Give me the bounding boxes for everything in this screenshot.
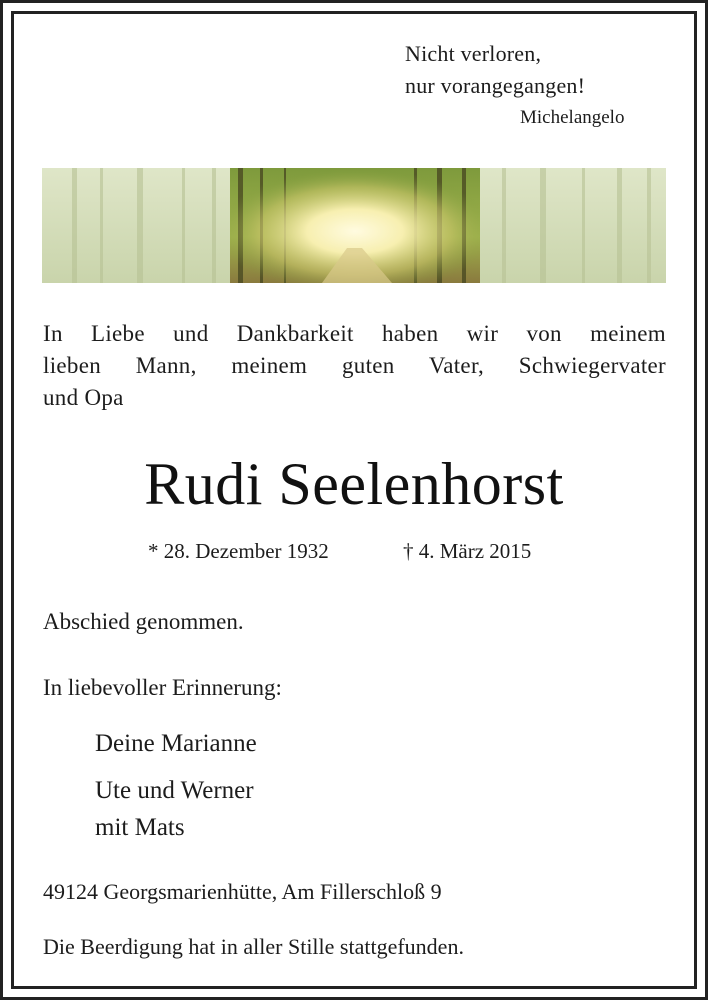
- farewell-text: Abschied genommen.: [43, 609, 244, 634]
- birth-date: * 28. Dezember 1932: [148, 539, 329, 563]
- mourner-line-1: Deine Marianne: [95, 730, 257, 757]
- forest-path-image: [42, 168, 666, 283]
- quote-author: Michelangelo: [520, 107, 625, 128]
- quote-line-2: nur vorangegangen!: [405, 73, 586, 98]
- funeral-note: Die Beerdigung hat in aller Stille stattgefunden.: [43, 934, 464, 959]
- death-date: † 4. März 2015: [403, 539, 532, 563]
- address: 49124 Georgsmarienhütte, Am Fillerschloß 9: [43, 879, 442, 904]
- mourner-line-3: mit Mats: [95, 814, 185, 841]
- intro-line-3: und Opa: [43, 385, 124, 410]
- quote-line-1: Nicht verloren,: [405, 41, 542, 66]
- intro-line-1: In Liebe und Dankbarkeit haben wir von meinem: [43, 321, 666, 346]
- intro-text: [43, 318, 666, 414]
- memory-heading: In liebevoller Erinnerung:: [43, 675, 282, 700]
- deceased-name: Rudi Seelenhorst: [144, 451, 564, 517]
- intro-line-2: lieben Mann, meinem guten Vater, Schwiegervater: [43, 353, 666, 378]
- mourner-line-2: Ute und Werner: [95, 777, 254, 804]
